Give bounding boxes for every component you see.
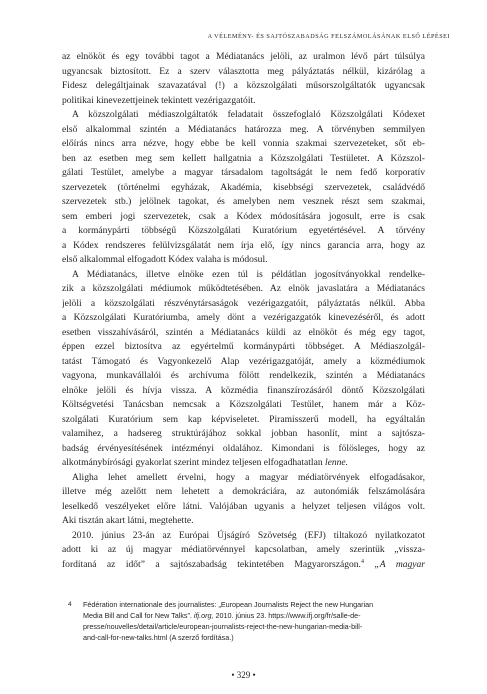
footnote-text: 2010. június 23. https://www.ifj.org/fr/salle-de-	[213, 611, 361, 620]
text-line: tatást Támogató és Vagyonkezelő Alap vezérigazgatóját, amely a közmédiumok	[62, 355, 425, 367]
text-line: szolgálati Kuratórium sem kap képviseletet. Piramisszerű modell, ha egyáltalán	[62, 413, 425, 425]
footnote-line	[62, 610, 425, 621]
text-line: Költségvetési Tanácsban nemcsak a Közszolgálati Testület, hanem már a Köz-	[62, 399, 425, 410]
text-line: vagyona, munkavállalói és archívuma fölött rendelkezik, szintén a Médiatanács	[62, 370, 425, 381]
paragraph	[62, 268, 425, 471]
text-line: A közszolgálati médiaszolgáltatók feladatait összefoglaló Közszolgálati Kódexet	[72, 109, 425, 120]
text-line	[62, 456, 425, 471]
text-line: illetve még azelőtt nem lehetett a demokráciára, az autonómiák felszámolására	[62, 486, 425, 497]
paragraph	[62, 529, 425, 573]
text-line: Fidesz delegáltjainak szavazatával (!) a közszolgálati műsorszolgáltatók ugyancsak	[62, 80, 425, 91]
footnote-text: Media Bill and Call for New Talks”.	[83, 611, 192, 620]
text-line: gálati Testület, amelybe a magyar társadalom tagoltságát le nem fedő korporatív	[62, 167, 425, 178]
footnote-source: ifj.org,	[193, 611, 214, 620]
text-line: zik a közszolgálati médiumok működtetésében. Az elnök javaslatára a Médiatanács	[62, 283, 425, 294]
text-line: első alkalommal elfogadott Kódex valaha is módosul.	[62, 254, 268, 265]
text-run: alkotmánybírósági gyakorlat szerint mindez teljesen elfogadhatatlan	[62, 457, 325, 468]
text-line: előírás nincs arra nézve, hogy ebbe be kell vonnia szakmai szervezeteket, sőt eb-	[62, 138, 425, 149]
text-line: Aki tisztán akart látni, megtehette.	[62, 515, 194, 526]
text-line: az elnököt és egy további tagot a Médiatanács jelöli, az uralmon lévő párt túlsúlya	[62, 51, 425, 62]
italic-quote: „A magyar	[363, 558, 425, 570]
text-line: elnöke jelöli és hívja vissza. A közmédia finanszírozásáról döntő Közszolgálati	[62, 384, 425, 396]
text-line: esetben visszahívásáról, szintén a Médiatanács küldi az elnököt és még egy tagot,	[62, 326, 425, 338]
text-line: sem emberi jogi szervezetek, csak a Kódex módosítására jogosult, erre is csak	[62, 210, 425, 222]
body-text	[62, 50, 425, 572]
footnote	[62, 599, 425, 643]
text-line: 2010. június 23-án az Európai Újságíró Szövetség (EFJ) tiltakozó nyilatkozatot	[72, 529, 425, 541]
text-line	[62, 558, 425, 573]
footnote-line: presse/nouvelles/detail/article/european-journalists-reject-the-new-hungarian-media-bill-	[83, 622, 363, 631]
running-head: A VÉLEMÉNY- ÉS SAJTÓSZABADSÁG FELSZÁMOLÁSÁNAK ELSŐ LÉPÉSEI	[207, 33, 450, 40]
paragraph	[62, 471, 425, 529]
text-run: fordítaná az időt” a sajtószabadság tekintetében Magyarországon.	[62, 558, 361, 570]
text-line: ugyancsak biztosított. Ez a szerv választotta meg pályáztatás nélkül, kizárólag a	[62, 65, 425, 77]
footnote-reference[interactable]: 4	[360, 558, 364, 565]
text-line: szervezetek (történelmi egyházak, Akadémia, kisebbségi szervezetek, családvédő	[62, 181, 425, 193]
footnote-line: and-call-for-new-talks.html (A szerző fordítása.)	[83, 633, 234, 642]
text-line: a Közszolgálati Kuratóriumba, amely dönt a vezérigazgatók kinevezéséről, és adott	[62, 312, 425, 323]
text-line: adott ki az új magyar médiatörvénnyel kapcsolatban, amely szerintük „vissza-	[62, 544, 425, 555]
paragraph	[62, 50, 425, 108]
footnote-number: 4	[68, 601, 72, 608]
text-line: a Kódex rendszeres felülvizsgálatát nem írja elő, így nincs garancia arra, hogy az	[62, 239, 425, 251]
text-line: a kormánypárti többségű Közszolgálati Kuratórium egyetértésével. A törvény	[62, 225, 425, 236]
text-line: A Médiatanács, illetve elnöke ezen túl is példátlan jogosítványokkal rendelke-	[72, 268, 425, 280]
text-line: jelöli a közszolgálati részvénytársaságok vezérigazgatóit, pályáztatás nélkül. Abba	[62, 297, 425, 309]
text-line: szervezetek stb.) jelölnek tagokat, és amelyben nem vesznek részt sem szakmai,	[62, 196, 425, 207]
text-line: éppen ezzel biztosítva az egyértelmű kormánypárti többséget. A Médiaszolgál-	[62, 341, 425, 352]
paragraph	[62, 108, 425, 268]
text-line: badság érvényesítésének intézményi oldalához. Kimondani is fölösleges, hogy az	[62, 442, 425, 454]
text-line: leselkedő veszélyeket előre látni. Valójában ugyanis a helyzet teljesen világos volt.	[62, 500, 425, 512]
italic-word: lenne.	[324, 457, 349, 468]
page-number: • 329 •	[231, 670, 256, 680]
text-line: ben az esetben meg sem kellett hallgatnia a Közszolgálati Testületet. A Közszol-	[62, 152, 425, 164]
text-line: első alkalommal szintén a Médiatanács határozza meg. A törvényben semmilyen	[62, 123, 425, 135]
footnote-line: Fédération internationale des journalistes: „European Journalists Reject the new Hungarian	[83, 600, 374, 609]
text-line: politikai kinevezettjeinek tekintett vezérigazgatóit.	[62, 94, 256, 106]
text-line: Aligha lehet amellett érvelni, hogy a magyar médiatörvények elfogadásakor,	[72, 471, 425, 483]
text-line: valamihez, a hadsereg struktúrájához sokkal jobban hasonlít, mint a sajtósza-	[62, 428, 425, 439]
